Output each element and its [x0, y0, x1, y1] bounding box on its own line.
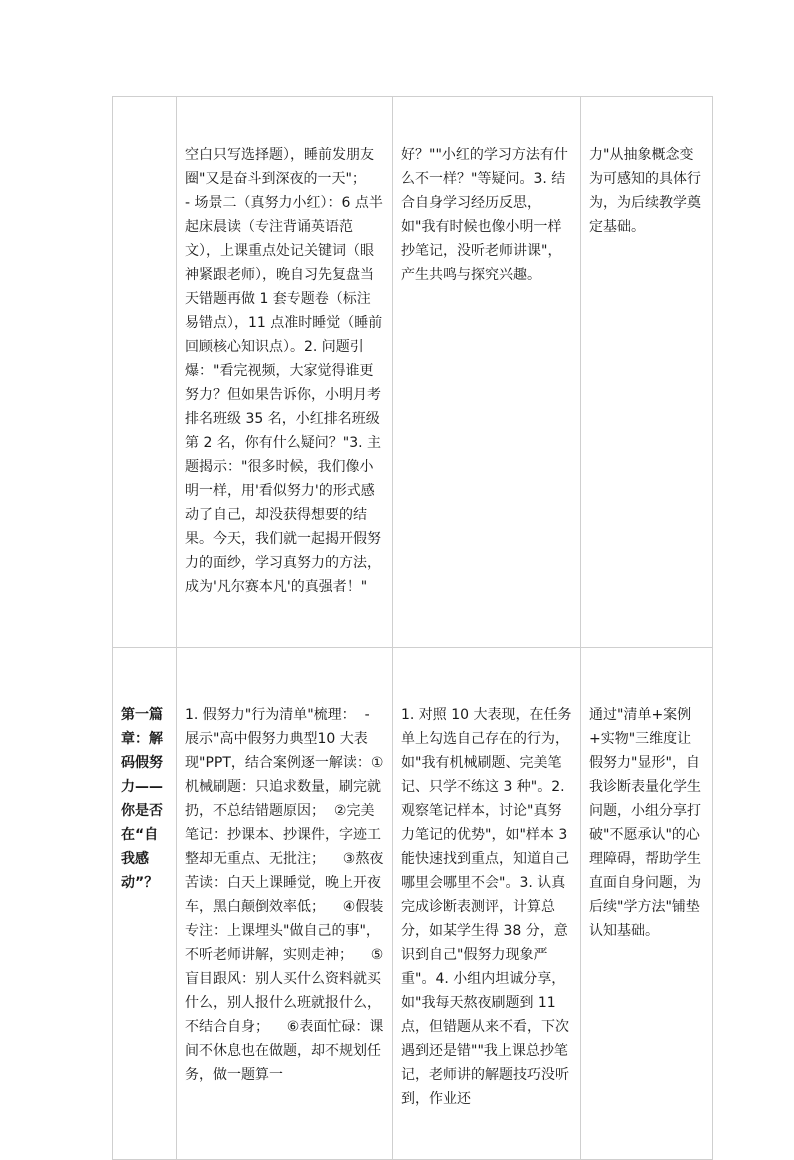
table-row	[113, 648, 713, 1160]
stage-heading-cell	[113, 97, 177, 648]
design-intent-text: 通过"清单+案例+实物"三维度让假努力"显形"，自我诊断表量化学生问题，小组分享打破"不愿承认"的心理障碍，帮助学生直面自身问题，为后续"学方法"铺垫认知基础。	[589, 707, 701, 939]
design-intent-text: 力"从抽象概念变为可感知的具体行为，为后续教学奠定基础。	[589, 147, 701, 235]
design-intent-cell	[581, 648, 713, 1160]
student-activity-text: 好？""小红的学习方法有什么不一样？"等疑问。3. 结合自身学习经历反思，如"我有时候也像小明一样抄笔记，没听老师讲课"，产生共鸣与探究兴趣。	[401, 147, 568, 283]
student-activity-text: 1. 对照 10 大表现，在任务单上勾选自己存在的行为，如"我有机械刷题、完美笔记、只学不练这 3 种"。2. 观察笔记样本，讨论"真努力笔记的优势"，如"样本 3 能快速找到重点，知道自己哪里会哪里不会"。3. 认真完成诊断表测评，计算总分，如某学生得 38 分，意识到自己"假努力现象严重"。4. 小组内坦诚分享，如"我每天熬夜刷题到 11 点，但错题从来不看，下次遇到还是错""我上课总抄笔记，老师讲的解题技巧没听到，作业还	[401, 707, 572, 1107]
design-intent-cell	[581, 97, 713, 648]
student-activity-cell	[393, 97, 581, 648]
lesson-plan-table	[112, 96, 713, 1160]
teacher-activity-text: 空白只写选择题），睡前发朋友圈"又是奋斗到深夜的一天"； - 场景二（真努力小红）：6 点半起床晨读（专注背诵英语范文），上课重点处记关键词（眼神紧跟老师），晚自习先复盘当天错题再做 1 套专题卷（标注易错点），11 点准时睡觉（睡前回顾核心知识点）。2. 问题引爆："看完视频，大家觉得谁更努力？但如果告诉你，小明月考排名班级 35 名，小红排名班级第 2 名，你有什么疑问？"3. 主题揭示："很多时候，我们像小明一样，用'看似努力'的形式感动了自己，却没获得想要的结果。今天，我们就一起揭开假努力的面纱，学习真努力的方法，成为'凡尔赛本凡'的真强者！"	[185, 147, 383, 595]
stage-heading	[121, 143, 168, 150]
stage-heading: 第一篇章：解码假努力——你是否在“自我感动”？	[121, 707, 163, 891]
teacher-activity-text: 1. 假努力"行为清单"梳理： - 展示"高中假努力典型10 大表现"PPT，结合案例逐一解读：①机械刷题：只追求数量，刷完就扔，不总结错题原因； ②完美笔记：抄课本、抄课件，字迹工整却无重点、无批注； ③熬夜苦读：白天上课睡觉，晚上开夜车，黑白颠倒效率低； ④假装专注：上课埋头"做自己的事"，不听老师讲解，实则走神； ⑤盲目跟风：别人买什么资料就买什么，别人报什么班就报什么，不结合自身； ⑥表面忙碌：课间不休息也在做题，却不规划任务，做一题算一	[185, 707, 384, 1083]
teacher-activity-cell	[177, 648, 393, 1160]
stage-heading-cell	[113, 648, 177, 1160]
table-row	[113, 97, 713, 648]
student-activity-cell	[393, 648, 581, 1160]
teacher-activity-cell	[177, 97, 393, 648]
